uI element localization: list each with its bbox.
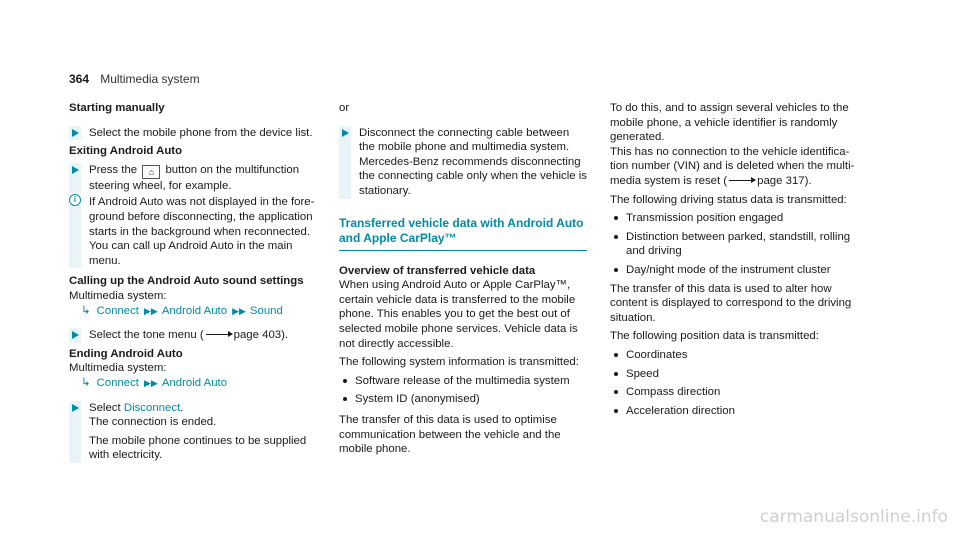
ending-heading: Ending Android Auto — [69, 347, 183, 360]
list-item: Acceleration direction — [610, 404, 860, 419]
column-1 — [69, 101, 317, 463]
column-2 — [339, 101, 587, 457]
overview-text: When using Android Auto or Apple CarPlay™, certain vehicle data is transferred to the mobile phone. This enables you to get the best out of selected mobile phone services. Vehicle data is not directly accessible. — [339, 279, 578, 350]
sound-system-label: Multimedia system: — [69, 289, 167, 302]
path-android-auto[interactable]: Android Auto — [161, 304, 228, 317]
system-info-intro: The following system information is transmitted: — [339, 356, 579, 369]
starting-step: Select the mobile phone from the device list. — [69, 126, 317, 141]
path-arrow-icon: ↳ — [81, 376, 91, 389]
exiting-step: Press the ⌂ button on the multifunction steering wheel, for example. — [69, 163, 317, 194]
system-info-list — [339, 374, 587, 407]
starting-heading: Starting manually — [69, 102, 165, 114]
ending-result: The connection is ended. — [89, 416, 217, 429]
ending-menu-path — [69, 376, 317, 391]
section-title: Multimedia system — [100, 72, 200, 86]
info-icon: i — [69, 194, 81, 206]
home-icon: ⌂ — [142, 165, 160, 179]
sound-heading: Calling up the Android Auto sound settings — [69, 275, 304, 288]
path-connect[interactable]: Connect — [96, 376, 139, 389]
disconnect-step: Disconnect the connecting cable between the mobile phone and multimedia system. Mercedes-Benz recommends disconnecting the connecting cable only when the vehicle is stationary. — [339, 126, 587, 199]
step-arrow-icon — [72, 166, 79, 174]
step-arrow-icon — [72, 404, 79, 412]
list-item: Software release of the multimedia system — [339, 374, 587, 389]
driving-intro: The following driving status data is transmitted: — [610, 193, 847, 206]
ending-system-label: Multimedia system: — [69, 362, 167, 375]
page-ref-link[interactable]: page 317). — [757, 174, 812, 187]
list-item: Compass direction — [610, 385, 860, 400]
page-header — [69, 72, 200, 88]
path-separator-icon: ▶▶ — [143, 377, 158, 388]
position-intro: The following position data is transmitted: — [610, 330, 819, 343]
ending-extra: The mobile phone continues to be supplied with electricity. — [89, 434, 307, 462]
list-item: Transmission position engaged — [610, 211, 860, 226]
ending-step: Select Disconnect. The connection is ended. The mobile phone continues to be supplied with electricity. — [69, 401, 317, 463]
page-number: 364 — [69, 72, 90, 86]
note: i If Android Auto was not displayed in the fore-ground before disconnecting, the application starts in the background when reconnected. You can call up Android Auto in the main menu. — [69, 193, 317, 268]
list-item: Distinction between parked, standstill, rolling and driving — [610, 230, 860, 259]
section-heading: Transferred vehicle data with Android Auto and Apple CarPlay™ — [339, 215, 584, 245]
sound-step: Select the tone menu ( page 403). — [69, 328, 317, 343]
page-ref-arrow-icon — [206, 334, 232, 335]
page-ref-link[interactable]: page 403). — [233, 329, 289, 342]
sound-menu-path — [69, 304, 317, 319]
purpose-text: The transfer of this data is used to optimise communication between the vehicle and the mobile phone. — [339, 413, 561, 456]
path-sound[interactable]: Sound — [249, 304, 283, 317]
path-separator-icon: ▶▶ — [232, 305, 246, 316]
path-separator-icon: ▶▶ — [143, 305, 158, 316]
alter-text: The transfer of this data is used to alter how content is displayed to correspond to the driving situation. — [610, 282, 852, 324]
no-connection-text: This has no connection to the vehicle identifica-tion number (VIN) and is deleted when the multi-media system is reset ( page 317). — [610, 145, 855, 187]
list-item: Speed — [610, 367, 860, 382]
path-connect[interactable]: Connect — [96, 304, 139, 317]
step-arrow-icon — [72, 331, 79, 339]
list-item: System ID (anonymised) — [339, 392, 587, 407]
overview-heading: Overview of transferred vehicle data — [339, 264, 536, 277]
list-item: Day/night mode of the instrument cluster — [610, 263, 860, 278]
driving-list — [610, 211, 860, 277]
path-android-auto[interactable]: Android Auto — [161, 376, 228, 389]
column-3 — [610, 101, 860, 418]
assign-text: To do this, and to assign several vehicles to the mobile phone, a vehicle identifier is randomly generated. — [610, 102, 849, 144]
or-text: or — [339, 102, 350, 114]
path-arrow-icon: ↳ — [81, 304, 91, 317]
page-ref-arrow-icon — [729, 180, 755, 181]
disconnect-link[interactable]: Disconnect — [123, 401, 181, 414]
step-arrow-icon — [72, 129, 79, 137]
step-arrow-icon — [342, 129, 349, 137]
position-list — [610, 348, 860, 418]
exiting-heading: Exiting Android Auto — [69, 145, 183, 158]
watermark: carmanualsonline.info — [759, 507, 948, 528]
list-item: Coordinates — [610, 348, 860, 363]
